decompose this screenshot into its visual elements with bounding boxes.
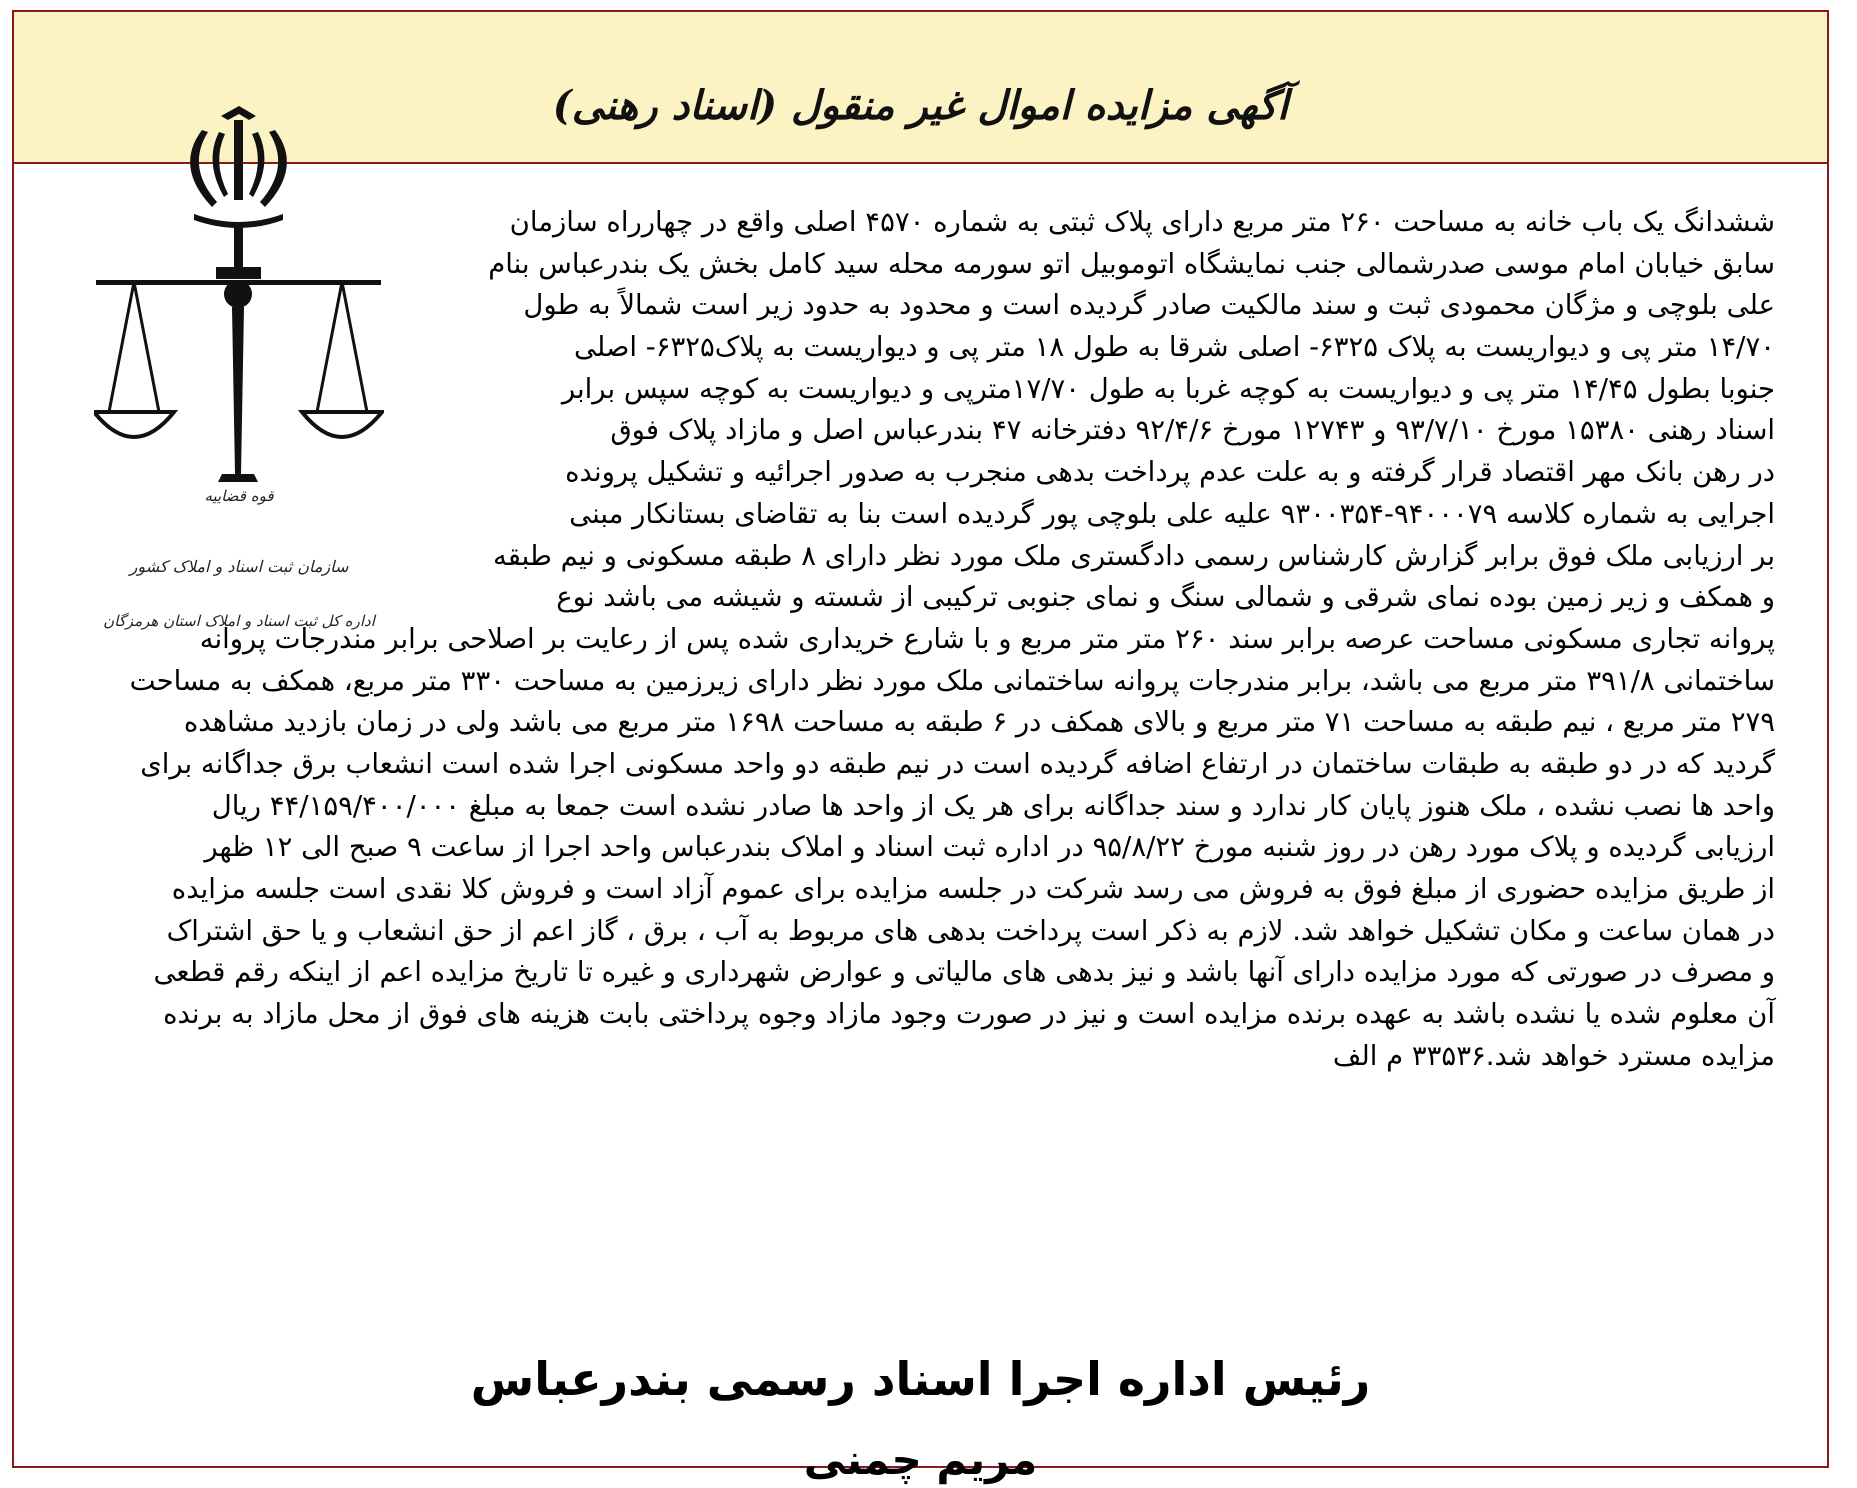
signer-name: مریم چمنی xyxy=(803,1435,1038,1484)
body-line: در همان ساعت و مکان تشکیل خواهد شد. لازم به ذکر است پرداخت بدهی های مربوط به آب ، برق ، گاز اعم از حق انشعاب و یا حق اشتراک xyxy=(166,914,1775,947)
body-line: و مصرف در صورتی که مورد مزایده دارای آنها باشد و نیز بدهی های مالیاتی و عوارض شهرداری و غیره تا تاریخ مزایده اعم از اینکه رقم قطعی xyxy=(153,956,1775,989)
body-line: و همکف و زیر زمین بوده نمای شرقی و شمالی سنگ و نمای جنوبی ترکیبی از شسته و شیشه می باشد نوع xyxy=(556,581,1775,614)
emblem-caption-judiciary: قوه قضاییه xyxy=(204,487,274,505)
emblem-caption-province-office: اداره کل ثبت اسناد و املاک استان هرمزگان xyxy=(103,612,375,630)
body-line: گردید که در دو طبقه به طبقات ساختمان در ارتفاع اضافه گردیده است در نیم طبقه دو واحد مسکونی اجرا شده است انشعاب برق جداگانه برای xyxy=(140,747,1775,780)
body-line: ارزیابی گردیده و پلاک مورد رهن در روز شنبه مورخ ۹۵/۸/۲۲ در اداره ثبت اسناد و املاک بندرعباس واحد اجرا از ساعت ۹ صبح الی ۱۲ ظهر xyxy=(204,831,1775,864)
body-line: ساختمانی ۳۹۱/۸ متر مربع می باشد، برابر مندرجات پروانه ساختمانی ملک مورد نظر دارای زیرزمین به مساحت ۳۳۰ متر مربع، همکف به مساحت xyxy=(129,664,1775,697)
emblem-caption-organization: سازمان ثبت اسناد و املاک کشور xyxy=(129,557,349,576)
body-line: اسناد رهنی ۱۵۳۸۰ مورخ ۹۳/۷/۱۰ و ۱۲۷۴۳ مورخ ۹۲/۴/۶ دفترخانه ۴۷ بندرعباس اصل و مازاد پلاک فوق xyxy=(610,414,1775,447)
body-line: مزایده مسترد خواهد شد.۳۳۵۳۶ م الف xyxy=(1332,1039,1775,1072)
body-line: ششدانگ یک باب خانه به مساحت ۲۶۰ متر مربع دارای پلاک ثبتی به شماره ۴۵۷۰ اصلی واقع در چهارراه سازمان xyxy=(509,206,1775,238)
body-line: علی بلوچی و مژگان محمودی ثبت و سند مالکیت صادر گردیده است و محدود به حدود زیر است شمالاً به طول xyxy=(523,289,1775,322)
body-line: اجرایی به شماره کلاسه ۹۴۰۰۰۷۹-۹۳۰۰۳۵۴ علیه علی بلوچی پور گردیده است بنا به تقاضای بستانکار مبنی xyxy=(569,497,1775,530)
notice-body xyxy=(130,202,1775,1077)
body-line: از طریق مزایده حضوری از مبلغ فوق به فروش می رسد شرکت در جلسه مزایده برای عموم آزاد است و فروش کلا نقدی است جلسه مزایده xyxy=(171,873,1775,905)
notice-title: آگهی مزایده اموال غیر منقول (اسناد رهنی) xyxy=(552,82,1289,129)
body-line: ۲۷۹ متر مربع ، نیم طبقه به مساحت ۷۱ متر مربع و بالای همکف در ۶ طبقه به مساحت ۱۶۹۸ متر مربع می باشد ولی در زمان بازدید مشاهده xyxy=(183,706,1775,739)
notice-frame xyxy=(12,10,1829,1484)
body-line: سابق خیابان امام موسی صدرشمالی جنب نمایشگاه اتوموبیل اتو سورمه محله سید کامل بخش یک بندرعباس بنام xyxy=(488,247,1775,280)
body-line: پروانه تجاری مسکونی مساحت عرصه برابر سند ۲۶۰ متر متر مربع و با شارع خریداری شده پس از رعایت بر اصلاحی برابر مندرجات پروانه xyxy=(199,622,1775,655)
body-line: ۱۴/۷۰ متر پی و دیواریست به پلاک ۶۳۲۵- اصلی شرقا به طول ۱۸ متر پی و دیواریست به پلاک۶۳۲۵- اصلی xyxy=(574,331,1775,364)
body-line: جنوبا بطول ۱۴/۴۵ متر پی و دیواریست به کوچه غربا به طول ۱۷/۷۰مترپی و دیواریست به کوچه سپس برابر xyxy=(561,372,1775,405)
body-line: آن معلوم شده یا نشده باشد به عهده برنده مزایده است و نیز در صورت وجود مازاد وجوه پرداختی بابت هزینه های فوق از محل مازاد به برنده xyxy=(163,998,1775,1031)
body-line: واحد ها نصب نشده ، ملک هنوز پایان کار ندارد و سند جداگانه برای هر یک از واحد ها صادر نشده است جمعا به مبلغ ۴۴/۱۵۹/۴۰۰/۰۰۰ ریال xyxy=(211,789,1775,822)
body-line: در رهن بانک مهر اقتصاد قرار گرفته و به علت عدم پرداخت بدهی منجرب به صدور اجرائیه و تشکیل پرونده xyxy=(565,456,1775,489)
signer-title: رئیس اداره اجرا اسناد رسمی بندرعباس xyxy=(470,1352,1371,1406)
body-line: بر ارزیابی ملک فوق برابر گزارش کارشناس رسمی دادگستری ملک مورد نظر دارای ۸ طبقه مسکونی و نیم طبقه xyxy=(493,539,1775,572)
